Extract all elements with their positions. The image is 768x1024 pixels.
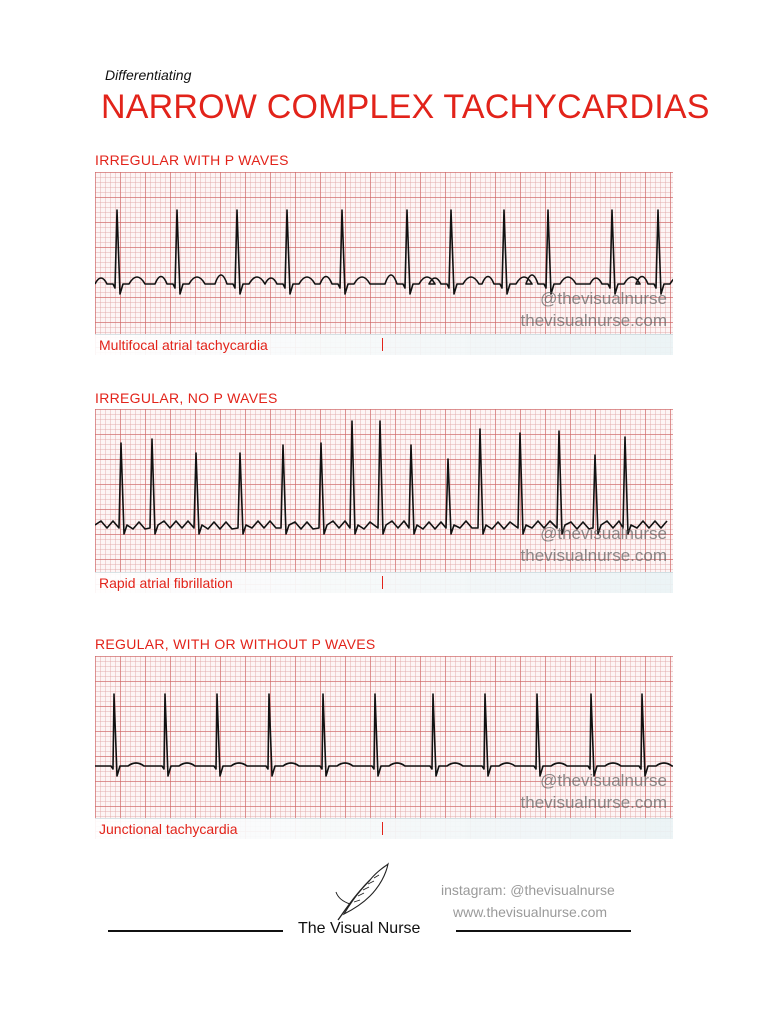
watermark-site: thevisualnurse.com: [520, 311, 667, 330]
brand-rule-right: [456, 930, 631, 932]
rhythm-label-band: [95, 572, 673, 593]
label-divider: [382, 576, 383, 589]
section-heading-mat: IRREGULAR WITH P WAVES: [95, 152, 289, 168]
rhythm-label-band: [95, 818, 673, 839]
website-url: www.thevisualnurse.com: [453, 904, 608, 920]
rhythm-label-mat: Multifocal atrial tachycardia: [99, 337, 268, 353]
instagram-handle: instagram: @thevisualnurse: [441, 882, 615, 898]
ecg-strip-junctional: [95, 656, 673, 839]
brand-name: The Visual Nurse: [298, 920, 421, 937]
watermark-site: thevisualnurse.com: [520, 793, 667, 812]
label-divider: [382, 822, 383, 835]
section-heading-junctional: REGULAR, WITH OR WITHOUT P WAVES: [95, 636, 376, 652]
ecg-strip-afib: [95, 409, 673, 593]
watermark-handle: @thevisualnurse: [540, 524, 667, 543]
rhythm-label-band: [95, 334, 673, 355]
page-title: NARROW COMPLEX TACHYCARDIAS: [101, 88, 710, 126]
rhythm-label-junctional: Junctional tachycardia: [99, 821, 238, 837]
section-heading-afib: IRREGULAR, NO P WAVES: [95, 390, 278, 406]
quill-feather-icon: [330, 862, 390, 929]
brand-rule-left: [108, 930, 283, 932]
watermark-handle: @thevisualnurse: [540, 289, 667, 308]
watermark-handle: @thevisualnurse: [540, 771, 667, 790]
watermark-site: thevisualnurse.com: [520, 546, 667, 565]
ecg-strip-mat: [95, 172, 673, 355]
subtitle: Differentiating: [105, 67, 192, 83]
label-divider: [382, 338, 383, 351]
rhythm-label-afib: Rapid atrial fibrillation: [99, 575, 233, 591]
